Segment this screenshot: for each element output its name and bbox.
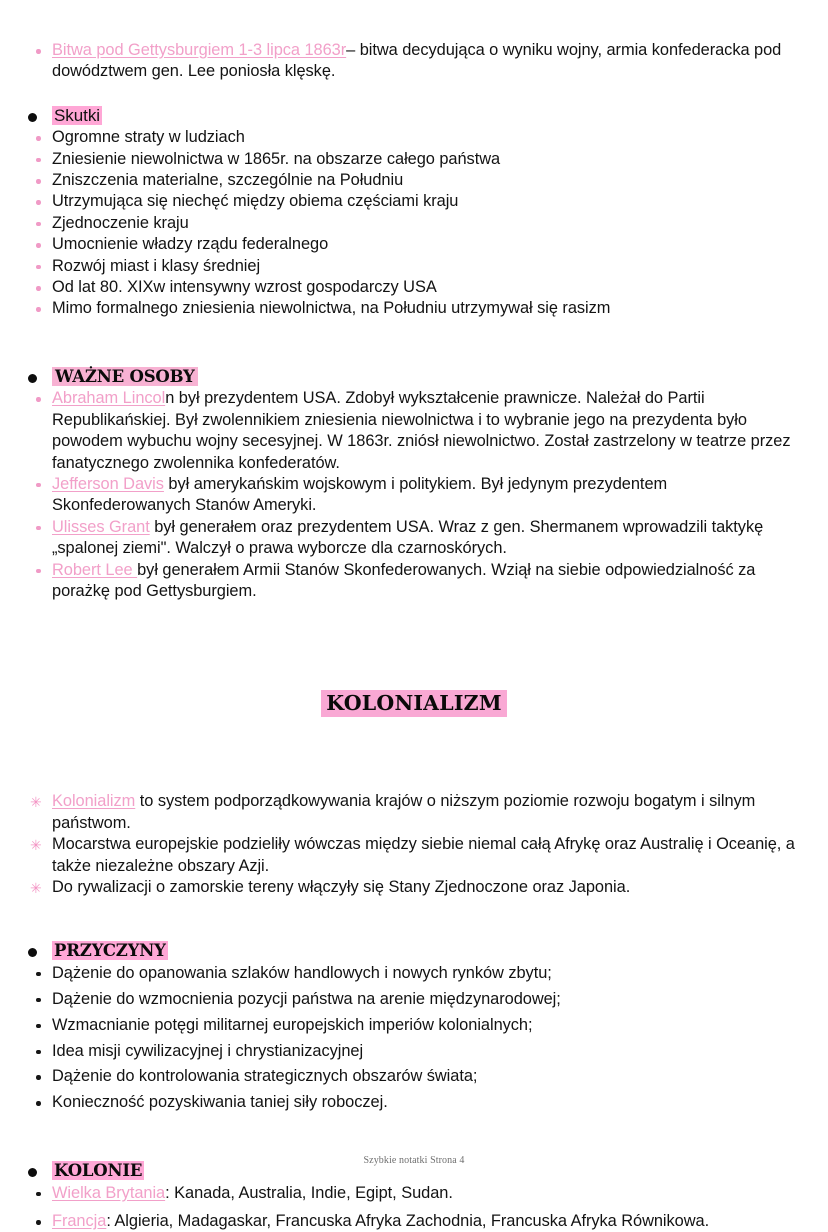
gettysburg-list <box>22 40 806 83</box>
list-item: Dążenie do wzmocnienia pozycji państwa na arenie międzynarodowej; <box>22 989 806 1010</box>
spacer <box>22 717 806 775</box>
heading-przyczyny <box>22 940 806 962</box>
person-text: był generałem Armii Stanów Skonfederowanych. Wziął na siebie odpowiedzialność za porażkę pod Gettysburgiem. <box>52 560 756 600</box>
list-item-person <box>22 388 806 474</box>
kolonie-heading-label: KOLONIE <box>54 1161 143 1181</box>
list-item: Idea misji cywilizacyjnej i chrystianizacyjnej <box>22 1041 806 1062</box>
person-text: był generałem oraz prezydentem USA. Wraz z gen. Shermanem wprowadzili taktykę „spalonej ziemi". Walczył o prawa wyborcze dla czarnoskórych. <box>52 517 764 558</box>
list-item: Konieczność pozyskiwania taniej siły roboczej. <box>22 1092 806 1113</box>
list-item: Dążenie do opanowania szlaków handlowych i nowych rynków zbytu; <box>22 963 806 984</box>
list-item-intro <box>22 877 806 898</box>
list-item: Ogromne straty w ludziach <box>22 127 806 148</box>
intro-text: Mocarstwa europejskie podzieliły wówczas między siebie niemal całą Afrykę oraz Australię i Oceanię, a także niezależne obszary Azji. <box>52 835 795 875</box>
skutki-list <box>22 127 806 320</box>
list-item: Umocnienie władzy rządu federalnego <box>22 234 806 255</box>
przyczyny-heading-label: PRZYCZYNY <box>54 941 166 961</box>
wazne-osoby-heading-list <box>22 366 806 388</box>
heading-skutki <box>22 105 806 127</box>
spacer <box>22 898 806 928</box>
person-text: był amerykańskim wojskowym i politykiem. Był jedynym prezydentem Skonfederowanych Stanów Ameryki. <box>52 474 668 515</box>
list-item-person <box>22 474 806 517</box>
intro-text: to system podporządkowywania krajów o niższym poziomie rozwoju bogatym i silnym państwom. <box>52 792 756 832</box>
person-link-lincoln[interactable]: Abraham Lincol <box>52 389 166 408</box>
list-item: Zniszczenia materialne, szczególnie na Południu <box>22 170 806 191</box>
list-item-intro <box>22 791 806 834</box>
colony-link-wielka-brytania[interactable]: Wielka Brytania <box>52 1183 166 1202</box>
spacer <box>22 602 806 660</box>
list-item: Wzmacnianie potęgi militarnej europejskich imperiów kolonialnych; <box>22 1015 806 1036</box>
colony-text: : Algieria, Madagaskar, Francuska Afryka Zachodnia, Francuska Afryka Równikowa. <box>106 1212 710 1231</box>
list-item-intro <box>22 834 806 877</box>
footer-label: Szybkie notatki Strona 4 <box>363 1155 465 1166</box>
list-item: Utrzymująca się niechęć między obiema częściami kraju <box>22 191 806 212</box>
spacer <box>22 775 806 791</box>
list-item-colony <box>22 1211 806 1232</box>
wazne-osoby-list <box>22 388 806 602</box>
list-item: Od lat 80. XIXw intensywny wzrost gospodarczy USA <box>22 277 806 298</box>
list-item: Mimo formalnego zniesienia niewolnictwa, na Południu utrzymywał się rasizm <box>22 298 806 319</box>
spacer <box>22 320 806 366</box>
przyczyny-list <box>22 963 806 1114</box>
heading-wazne-osoby <box>22 366 806 388</box>
list-item: Dążenie do kontrolowania strategicznych obszarów świata; <box>22 1066 806 1087</box>
person-text: n był prezydentem USA. Zdobył wykształcenie prawnicze. Należał do Partii Republikańskiej. Był zwolennikiem zniesienia niewolnictwa i to wybranie jego na prezydenta było powodem wybuchu wojny secesyjnej. W 1863r. zniósł niewolnictwo. Został zastrzelony w teatrze przez fanatycznego zwolennika konfederatów. <box>52 389 791 472</box>
spacer <box>22 83 806 105</box>
kolonializm-link[interactable]: Kolonializm <box>52 792 136 811</box>
gettysburg-text: – bitwa decydująca o wyniku wojny, armia konfederacka pod dowództwem gen. Lee poniosła klęskę. <box>52 41 782 81</box>
person-link-lee[interactable]: Robert Lee <box>52 560 138 579</box>
skutki-heading-label: Skutki <box>54 105 100 125</box>
list-item: Zniesienie niewolnictwa w 1865r. na obszarze całego państwa <box>22 149 806 170</box>
spacer <box>22 660 806 690</box>
list-item-person <box>22 560 806 603</box>
intro-text: Do rywalizacji o zamorskie tereny włączyły się Stany Zjednoczone oraz Japonia. <box>52 877 631 896</box>
list-item-person <box>22 517 806 560</box>
colony-link-francja[interactable]: Francja <box>52 1212 107 1231</box>
person-link-grant[interactable]: Ulisses Grant <box>52 517 150 536</box>
spacer <box>22 1118 806 1148</box>
wazne-osoby-heading-label: WAŻNE OSOBY <box>52 367 198 386</box>
page-title: KOLONIALIZM <box>321 690 507 717</box>
list-item-colony <box>22 1183 806 1204</box>
spacer <box>22 928 806 940</box>
colony-text: : Kanada, Australia, Indie, Egipt, Sudan. <box>165 1183 453 1202</box>
chapter-title-block <box>22 690 806 717</box>
list-item: Rozwój miast i klasy średniej <box>22 256 806 277</box>
person-link-davis[interactable]: Jefferson Davis <box>52 474 164 493</box>
skutki-heading-list <box>22 105 806 127</box>
kolonie-list <box>22 1183 806 1232</box>
list-item: Zjednoczenie kraju <box>22 213 806 234</box>
list-item-gettysburg <box>22 40 806 83</box>
przyczyny-heading-list <box>22 940 806 962</box>
kolonializm-intro-list <box>22 791 806 898</box>
page-footer <box>0 1150 828 1168</box>
gettysburg-link[interactable]: Bitwa pod Gettysburgiem 1-3 lipca 1863r <box>52 41 347 59</box>
